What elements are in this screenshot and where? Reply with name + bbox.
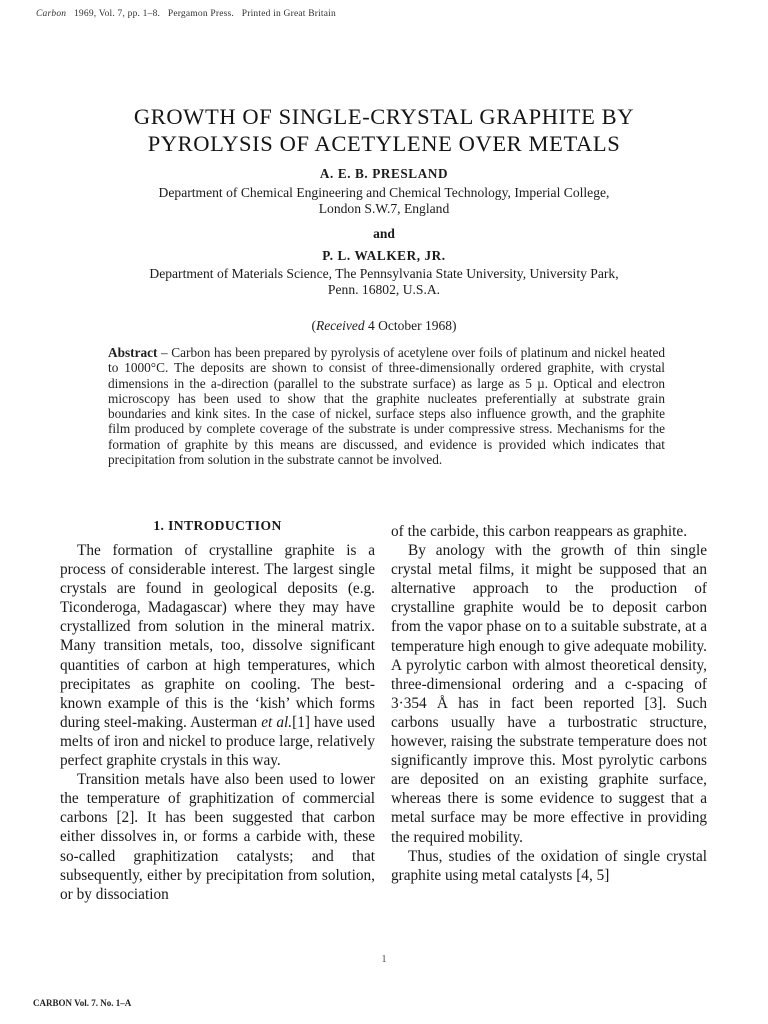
paragraph: Transition metals have also been used to lower the temperature of graphitization of commercial carbons [2]. It has been suggested that carbon either dissolves in, or forms a carbide with, these so-called graphitization catalysts; and that subsequently, either by precipitation from solution, or by dissociation bbox=[60, 771, 375, 903]
author-conjunction: and bbox=[373, 226, 395, 241]
journal-name: Carbon bbox=[36, 9, 67, 19]
page-number: 1 bbox=[381, 954, 387, 965]
left-column bbox=[60, 541, 375, 904]
running-header bbox=[36, 9, 336, 19]
paragraph: Thus, studies of the oxidation of single crystal graphite using metal catalysts [4, 5] bbox=[391, 847, 707, 884]
author-2-affiliation bbox=[0, 266, 768, 298]
abstract-text: – Carbon has been prepared by pyrolysis of acetylene over foils of platinum and nickel heated to 1000°C. The deposits are shown to consist of three-dimensionally ordered graphite, with crystal dimensions in the a-direction (parallel to the substrate surface) as large as 5 µ. Optical and electron microscopy has been used to show that the graphite nucleates preferentially at substrate grain boundaries and kink sites. In the case of nickel, surface steps also influence growth, and the graphite film produced by complete coverage of the substrate is under compressive stress. Mechanisms for the formation of graphite by this means are discussed, and evidence is provided which indicates that precipitation from solution in the substrate cannot be involved. bbox=[108, 345, 665, 468]
title-line-1: GROWTH OF SINGLE-CRYSTAL GRAPHITE BY bbox=[133, 104, 635, 129]
author-1-affiliation bbox=[0, 185, 768, 217]
journal-footer: CARBON Vol. 7. No. 1–A bbox=[33, 998, 132, 1008]
paragraph: The formation of crystalline graphite is a process of considerable interest. The largest single crystals are found in geological deposits (e.g. Ticonderoga, Madagascar) where they may have crystallized from solution in the mineral matrix. Many transition metals, too, dissolve significant quantities of carbon at high temperatures, which precipitates as graphite on cooling. The best-known example of this is the ‘kish’ which forms during steel-making. Austerman et al.[1] have used melts of iron and nickel to produce large, relatively perfect graphite crystals in this way. bbox=[60, 542, 375, 770]
received-date: (Received 4 October 1968) bbox=[311, 318, 457, 333]
publisher: Pergamon Press. bbox=[167, 9, 234, 19]
affiliation-2-line-1: Department of Materials Science, The Pennsylvania State University, University Park, bbox=[149, 266, 619, 281]
paragraph: By anology with the growth of thin single crystal metal films, it might be supposed that an alternative approach to the production of crystalline graphite would be to deposit carbon from the vapor phase on to a suitable substrate, at a temperature high enough to give adequate mobility. A pyrolytic carbon with almost theoretical density, three-dimensional ordering and a c-spacing of 3·354 Å has in fact been reported [3]. Such carbons usually have a turbostratic structure, however, raising the substrate temperature does not significantly improve this. Most pyrolytic carbons are deposited on an existing graphite surface, whereas there is some evidence to suggest that a metal surface may be more effective in providing the required mobility. bbox=[391, 542, 707, 846]
author-2-name: P. L. WALKER, JR. bbox=[322, 248, 446, 263]
affiliation-1-line-2: London S.W.7, England bbox=[318, 201, 450, 216]
title-line-2: PYROLYSIS OF ACETYLENE OVER METALS bbox=[147, 131, 621, 156]
paper-title bbox=[0, 103, 768, 157]
abstract-label: Abstract bbox=[108, 345, 158, 360]
right-column bbox=[391, 522, 707, 885]
affiliation-1-line-1: Department of Chemical Engineering and Chemical Technology, Imperial College, bbox=[158, 185, 610, 200]
paragraph: of the carbide, this carbon reappears as graphite. bbox=[391, 523, 688, 540]
printed-note: Printed in Great Britain bbox=[241, 9, 336, 19]
abstract bbox=[108, 345, 665, 467]
author-1-name: A. E. B. PRESLAND bbox=[319, 166, 449, 181]
citation: 1969, Vol. 7, pp. 1–8. bbox=[73, 9, 161, 19]
affiliation-2-line-2: Penn. 16802, U.S.A. bbox=[327, 282, 441, 297]
received-label: Received bbox=[315, 318, 365, 333]
section-heading: 1. INTRODUCTION bbox=[153, 518, 282, 533]
